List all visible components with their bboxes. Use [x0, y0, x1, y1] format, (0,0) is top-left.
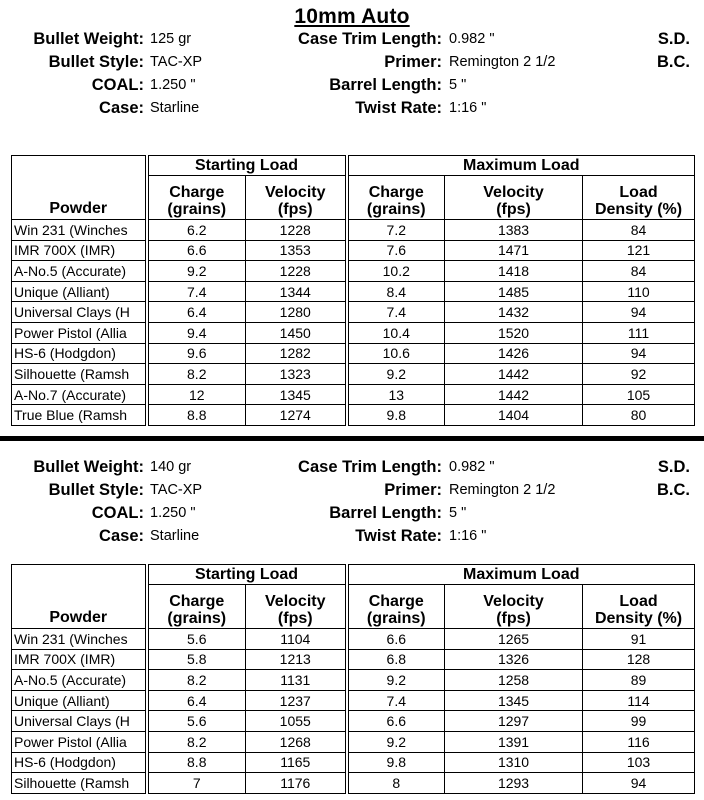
start-velocity-cell: 1131 — [246, 670, 347, 691]
powder-name-cell: Win 231 (Winches — [12, 629, 147, 650]
powder-name-cell: IMR 700X (IMR) — [12, 649, 147, 670]
max-charge-header: Charge (grains) — [347, 176, 445, 220]
twist-rate-value: 1:16 " — [449, 528, 487, 544]
start-charge-cell: 9.4 — [147, 322, 246, 343]
load-density-cell: 103 — [583, 752, 695, 773]
max-charge-cell: 9.2 — [347, 670, 445, 691]
case-trim-length-value: 0.982 " — [449, 459, 495, 475]
start-charge-cell: 7.4 — [147, 281, 246, 302]
section-divider — [0, 436, 704, 441]
spec-row-3 — [0, 504, 704, 526]
start-velocity-cell: 1176 — [246, 773, 347, 794]
table-row — [12, 220, 695, 241]
load-density-cell: 84 — [583, 220, 695, 241]
max-velocity-header: Velocity (fps) — [445, 176, 583, 220]
maximum-load-header: Maximum Load — [347, 156, 695, 176]
load-density-cell: 105 — [583, 384, 695, 405]
load-density-cell: 80 — [583, 405, 695, 426]
start-velocity-header: Velocity (fps) — [246, 585, 347, 629]
powder-header: Powder — [12, 156, 147, 220]
powder-name-cell: A-No.5 (Accurate) — [12, 261, 147, 282]
max-velocity-cell: 1293 — [445, 773, 583, 794]
powder-name-cell: A-No.7 (Accurate) — [12, 384, 147, 405]
twist-rate-value: 1:16 " — [449, 100, 487, 116]
table-row — [12, 629, 695, 650]
start-velocity-cell: 1055 — [246, 711, 347, 732]
case-value: Starline — [150, 100, 200, 116]
powder-name-cell: Universal Clays (H — [12, 302, 147, 323]
starting-load-header: Starting Load — [147, 565, 347, 585]
start-velocity-cell: 1282 — [246, 343, 347, 364]
spec-row-2 — [0, 481, 704, 503]
table-row — [12, 364, 695, 385]
start-charge-cell: 9.6 — [147, 343, 246, 364]
start-charge-cell: 8.8 — [147, 405, 246, 426]
table-row — [12, 322, 695, 343]
barrel-length-value: 5 " — [449, 77, 467, 93]
max-velocity-cell: 1471 — [445, 240, 583, 261]
barrel-length-label: Barrel Length: — [329, 76, 442, 94]
max-velocity-cell: 1432 — [445, 302, 583, 323]
powder-name-cell: Silhouette (Ramsh — [12, 773, 147, 794]
case-label: Case: — [99, 527, 144, 545]
powder-name-cell: Unique (Alliant) — [12, 690, 147, 711]
barrel-length-value: 5 " — [449, 505, 467, 521]
max-velocity-cell: 1520 — [445, 322, 583, 343]
max-velocity-cell: 1442 — [445, 364, 583, 385]
max-velocity-cell: 1310 — [445, 752, 583, 773]
primer-label: Primer: — [384, 53, 442, 71]
start-charge-cell: 5.6 — [147, 711, 246, 732]
table-row — [12, 731, 695, 752]
twist-rate-label: Twist Rate: — [355, 99, 442, 117]
start-velocity-cell: 1104 — [246, 629, 347, 650]
max-charge-cell: 7.2 — [347, 220, 445, 241]
max-velocity-header: Velocity (fps) — [445, 585, 583, 629]
max-velocity-cell: 1345 — [445, 690, 583, 711]
max-charge-cell: 8 — [347, 773, 445, 794]
spec-row-1 — [0, 30, 704, 52]
load-density-cell: 114 — [583, 690, 695, 711]
max-charge-cell: 9.8 — [347, 405, 445, 426]
max-velocity-cell: 1426 — [445, 343, 583, 364]
primer-value: Remington 2 1/2 — [449, 482, 556, 498]
max-velocity-cell: 1326 — [445, 649, 583, 670]
header-group-row — [12, 156, 695, 176]
max-velocity-cell: 1258 — [445, 670, 583, 691]
start-charge-cell: 8.2 — [147, 670, 246, 691]
document-title: 10mm Auto — [294, 5, 410, 28]
start-velocity-header: Velocity (fps) — [246, 176, 347, 220]
max-charge-cell: 9.8 — [347, 752, 445, 773]
start-velocity-cell: 1323 — [246, 364, 347, 385]
start-velocity-cell: 1280 — [246, 302, 347, 323]
case-trim-length-value: 0.982 " — [449, 31, 495, 47]
powder-name-cell: Power Pistol (Allia — [12, 731, 147, 752]
start-velocity-cell: 1353 — [246, 240, 347, 261]
bullet-style-value: TAC-XP — [150, 54, 203, 70]
start-charge-header: Charge (grains) — [147, 585, 246, 629]
bc-label: B.C. — [657, 481, 690, 499]
max-charge-cell: 7.6 — [347, 240, 445, 261]
powder-name-cell: Unique (Alliant) — [12, 281, 147, 302]
load-density-cell: 128 — [583, 649, 695, 670]
starting-load-header: Starting Load — [147, 156, 347, 176]
bullet-weight-label: Bullet Weight: — [33, 30, 144, 48]
load-density-cell: 110 — [583, 281, 695, 302]
table-row — [12, 281, 695, 302]
case-trim-length-label: Case Trim Length: — [298, 30, 442, 48]
case-label: Case: — [99, 99, 144, 117]
load-density-cell: 84 — [583, 261, 695, 282]
load-density-cell: 92 — [583, 364, 695, 385]
sd-label: S.D. — [657, 458, 690, 476]
max-charge-cell: 7.4 — [347, 690, 445, 711]
max-charge-cell: 9.2 — [347, 731, 445, 752]
start-velocity-cell: 1213 — [246, 649, 347, 670]
spec-row-4 — [0, 527, 704, 549]
table-row — [12, 405, 695, 426]
spec-row-3 — [0, 76, 704, 98]
table-row — [12, 649, 695, 670]
max-velocity-cell: 1391 — [445, 731, 583, 752]
start-velocity-cell: 1165 — [246, 752, 347, 773]
start-charge-cell: 6.4 — [147, 690, 246, 711]
max-charge-cell: 10.6 — [347, 343, 445, 364]
powder-name-cell: Silhouette (Ramsh — [12, 364, 147, 385]
powder-header: Powder — [12, 565, 147, 629]
table-row — [12, 773, 695, 794]
max-velocity-cell: 1297 — [445, 711, 583, 732]
load-density-cell: 94 — [583, 343, 695, 364]
load-density-cell: 89 — [583, 670, 695, 691]
max-charge-cell: 9.2 — [347, 364, 445, 385]
maximum-load-header: Maximum Load — [347, 565, 695, 585]
powder-name-cell: Power Pistol (Allia — [12, 322, 147, 343]
bullet-weight-label: Bullet Weight: — [33, 458, 144, 476]
max-charge-cell: 6.8 — [347, 649, 445, 670]
case-trim-length-label: Case Trim Length: — [298, 458, 442, 476]
load-density-cell: 99 — [583, 711, 695, 732]
start-charge-cell: 6.4 — [147, 302, 246, 323]
max-velocity-cell: 1404 — [445, 405, 583, 426]
bc-label: B.C. — [657, 53, 690, 71]
max-charge-cell: 8.4 — [347, 281, 445, 302]
table-row — [12, 384, 695, 405]
start-charge-cell: 5.6 — [147, 629, 246, 650]
max-velocity-cell: 1442 — [445, 384, 583, 405]
header-group-row — [12, 565, 695, 585]
powder-name-cell: A-No.5 (Accurate) — [12, 670, 147, 691]
start-charge-cell: 9.2 — [147, 261, 246, 282]
coal-value: 1.250 " — [150, 77, 196, 93]
max-charge-cell: 10.4 — [347, 322, 445, 343]
load-density-header: Load Density (%) — [583, 585, 695, 629]
load-density-header: Load Density (%) — [583, 176, 695, 220]
start-velocity-cell: 1237 — [246, 690, 347, 711]
primer-value: Remington 2 1/2 — [449, 54, 556, 70]
start-charge-cell: 8.2 — [147, 731, 246, 752]
table-row — [12, 240, 695, 261]
powder-name-cell: Universal Clays (H — [12, 711, 147, 732]
powder-name-cell: True Blue (Ramsh — [12, 405, 147, 426]
bullet-style-label: Bullet Style: — [48, 481, 144, 499]
start-charge-cell: 5.8 — [147, 649, 246, 670]
table-row — [12, 690, 695, 711]
table-row — [12, 261, 695, 282]
table-row — [12, 670, 695, 691]
spec-row-2 — [0, 53, 704, 75]
bullet-style-value: TAC-XP — [150, 482, 203, 498]
load-density-cell: 91 — [583, 629, 695, 650]
spec-row-4 — [0, 99, 704, 121]
coal-label: COAL: — [91, 504, 144, 522]
powder-name-cell: HS-6 (Hodgdon) — [12, 752, 147, 773]
start-velocity-cell: 1268 — [246, 731, 347, 752]
max-velocity-cell: 1265 — [445, 629, 583, 650]
start-charge-cell: 6.6 — [147, 240, 246, 261]
load-density-cell: 116 — [583, 731, 695, 752]
coal-label: COAL: — [91, 76, 144, 94]
load-density-cell: 94 — [583, 773, 695, 794]
max-charge-cell: 13 — [347, 384, 445, 405]
start-velocity-cell: 1228 — [246, 220, 347, 241]
load-density-cell: 121 — [583, 240, 695, 261]
bullet-weight-value: 140 gr — [150, 459, 192, 475]
case-value: Starline — [150, 528, 200, 544]
sd-label: S.D. — [657, 30, 690, 48]
twist-rate-label: Twist Rate: — [355, 527, 442, 545]
start-charge-cell: 8.8 — [147, 752, 246, 773]
coal-value: 1.250 " — [150, 505, 196, 521]
powder-name-cell: HS-6 (Hodgdon) — [12, 343, 147, 364]
load-table-125gr — [11, 155, 695, 426]
powder-name-cell: IMR 700X (IMR) — [12, 240, 147, 261]
load-table-140gr — [11, 564, 695, 794]
max-charge-cell: 7.4 — [347, 302, 445, 323]
primer-label: Primer: — [384, 481, 442, 499]
table-row — [12, 711, 695, 732]
spec-row-1 — [0, 458, 704, 480]
table-row — [12, 343, 695, 364]
barrel-length-label: Barrel Length: — [329, 504, 442, 522]
start-charge-cell: 7 — [147, 773, 246, 794]
table-row — [12, 302, 695, 323]
powder-name-cell: Win 231 (Winches — [12, 220, 147, 241]
start-velocity-cell: 1450 — [246, 322, 347, 343]
bullet-style-label: Bullet Style: — [48, 53, 144, 71]
bullet-weight-value: 125 gr — [150, 31, 192, 47]
load-density-cell: 111 — [583, 322, 695, 343]
max-charge-cell: 6.6 — [347, 711, 445, 732]
table-row — [12, 752, 695, 773]
max-charge-cell: 10.2 — [347, 261, 445, 282]
max-velocity-cell: 1485 — [445, 281, 583, 302]
max-charge-cell: 6.6 — [347, 629, 445, 650]
max-charge-header: Charge (grains) — [347, 585, 445, 629]
load-density-cell: 94 — [583, 302, 695, 323]
start-velocity-cell: 1345 — [246, 384, 347, 405]
start-charge-cell: 12 — [147, 384, 246, 405]
max-velocity-cell: 1383 — [445, 220, 583, 241]
start-velocity-cell: 1228 — [246, 261, 347, 282]
start-velocity-cell: 1344 — [246, 281, 347, 302]
start-velocity-cell: 1274 — [246, 405, 347, 426]
start-charge-cell: 6.2 — [147, 220, 246, 241]
start-charge-header: Charge (grains) — [147, 176, 246, 220]
max-velocity-cell: 1418 — [445, 261, 583, 282]
start-charge-cell: 8.2 — [147, 364, 246, 385]
